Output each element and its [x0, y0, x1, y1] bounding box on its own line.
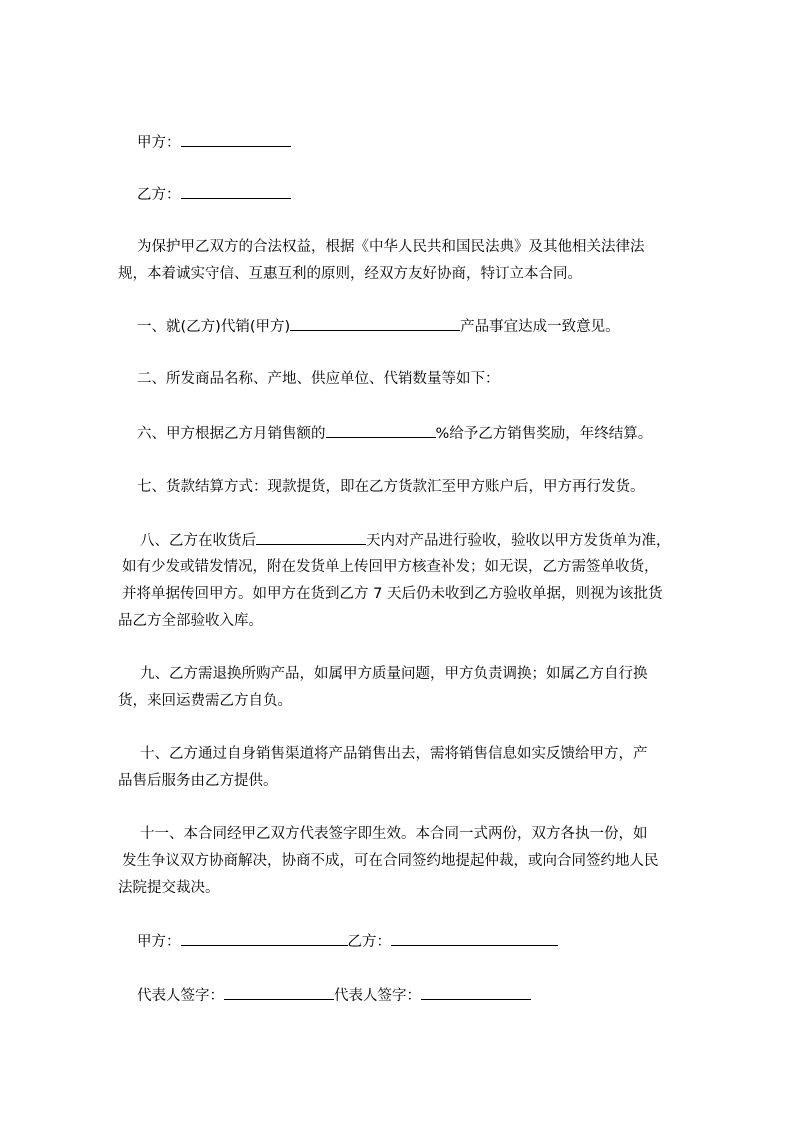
clause-8-line-3: 并将单据传回甲方。如甲方在货到乙方 7 天后仍未收到乙方验收单据，则视为该批货 — [122, 586, 663, 602]
signature-rep-b-label: 代表人签字： — [334, 988, 421, 1004]
clause-11-line-1: 十一、本合同经甲乙双方代表签字即生效。本合同一式两份，双方各执一份，如 — [140, 826, 648, 842]
intro-line-1: 为保护甲乙双方的合法权益，根据《中华人民共和国民法典》及其他相关法律法 — [137, 239, 645, 255]
clause-11-line-2: 发生争议双方协商解决，协商不成，可在合同签约地提起仲裁，或向合同签约地人民 — [122, 853, 659, 869]
clause-6 — [137, 423, 652, 443]
signature-party-b-blank[interactable] — [391, 931, 558, 946]
clause-8-line-2: 如有少发或错发情况，附在发货单上传回甲方核查补发；如无误，乙方需签单收货， — [122, 559, 659, 575]
clause-9-line-2: 货，来回运费需乙方自负。 — [118, 693, 292, 709]
signature-party-a-label: 甲方： — [137, 934, 181, 950]
clause-9-line-1: 九、乙方需退换所购产品，如属甲方质量问题，甲方负责调换；如属乙方自行换 — [140, 666, 648, 682]
signature-party-b-label: 乙方： — [347, 934, 391, 950]
signature-reps-line — [137, 985, 531, 1005]
clause-1 — [137, 316, 620, 336]
clause-1-product-blank[interactable] — [290, 316, 460, 331]
clause-6-after: %给予乙方销售奖励，年终结算。 — [435, 426, 653, 442]
party-a-header-label: 甲方： — [137, 135, 181, 151]
signature-rep-a-blank[interactable] — [224, 985, 334, 1000]
clause-8-line-4: 品乙方全部验收入库。 — [118, 613, 263, 629]
signature-rep-a-label: 代表人签字： — [137, 988, 224, 1004]
clause-6-percent-blank[interactable] — [326, 423, 436, 438]
signature-party-a-blank[interactable] — [181, 931, 348, 946]
clause-1-after: 产品事宜达成一致意见。 — [460, 319, 620, 335]
clause-6-before: 六、甲方根据乙方月销售额的 — [137, 426, 326, 442]
clause-7: 七、货款结算方式：现款提货，即在乙方货款汇至甲方账户后，甲方再行发货。 — [137, 479, 645, 495]
clause-8-line-1 — [140, 530, 671, 550]
clause-8-after: 天内对产品进行验收，验收以甲方发货单为准， — [366, 533, 671, 549]
clause-1-before: 一、就(乙方)代销(甲方) — [137, 319, 291, 335]
party-b-header-blank[interactable] — [181, 184, 291, 199]
party-a-header-blank[interactable] — [181, 132, 291, 147]
signature-parties-line — [137, 931, 558, 951]
signature-rep-b-blank[interactable] — [421, 985, 531, 1000]
intro-line-2: 规，本着诚实守信、互惠互利的原则，经双方友好协商，特订立本合同。 — [118, 266, 582, 282]
clause-8-days-blank[interactable] — [256, 530, 366, 545]
party-b-header-label: 乙方： — [137, 187, 181, 203]
party-b-header-line — [137, 184, 291, 204]
clause-2: 二、所发商品名称、产地、供应单位、代销数量等如下： — [137, 371, 500, 387]
clause-8-before: 八、乙方在收货后 — [140, 533, 256, 549]
clause-11-line-3: 法院提交裁决。 — [118, 880, 220, 896]
clause-10-line-1: 十、乙方通过自身销售渠道将产品销售出去，需将销售信息如实反馈给甲方，产 — [140, 746, 648, 762]
clause-10-line-2: 品售后服务由乙方提供。 — [118, 773, 278, 789]
party-a-header-line — [137, 132, 291, 152]
